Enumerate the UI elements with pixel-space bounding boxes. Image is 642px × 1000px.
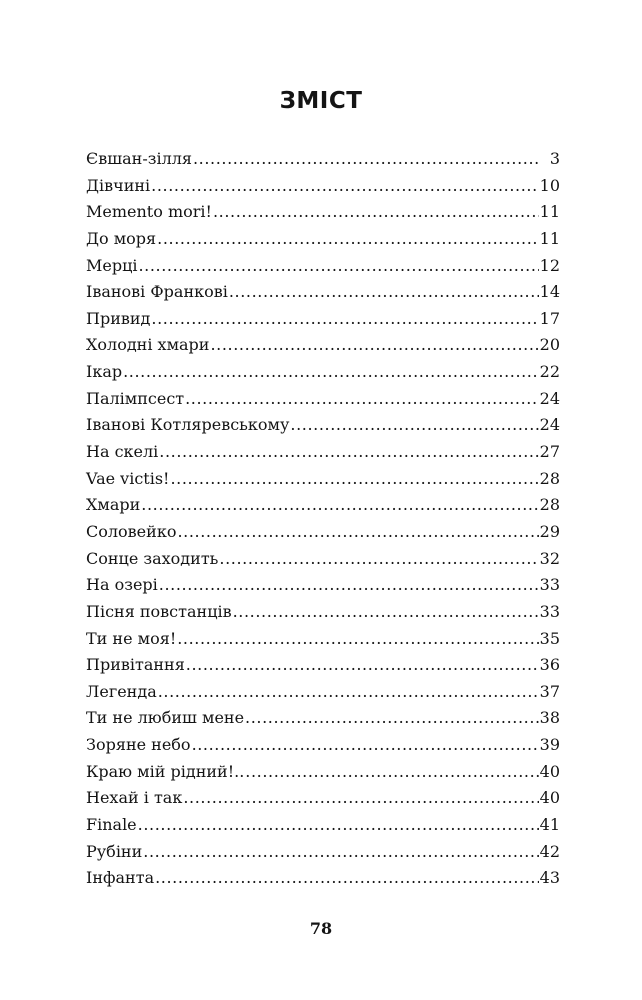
- toc-entry-title: Хмари: [86, 495, 141, 515]
- toc-entry: [86, 332, 560, 359]
- toc-entry-page: 24: [539, 388, 560, 408]
- toc-entry-title: Ти не любиш мене: [86, 708, 245, 728]
- toc-entry-title: Іванові Франкові: [86, 282, 228, 302]
- toc-entry-title: Інфанта: [86, 868, 155, 888]
- toc-entry-title: Vae victis!: [86, 468, 170, 488]
- toc-entry: [86, 253, 560, 280]
- toc-entry: [86, 546, 560, 573]
- dot-leader: [186, 652, 539, 679]
- toc-entry: [86, 785, 560, 812]
- toc-entry-page: 39: [539, 735, 560, 755]
- page-title: ЗМІСТ: [279, 88, 363, 114]
- dot-leader: [155, 865, 539, 892]
- toc-entry-page: 22: [539, 362, 560, 382]
- toc-entry-title: Нехай і так: [86, 788, 183, 808]
- toc-entry: [86, 652, 560, 679]
- toc-entry-page: 37: [539, 681, 560, 701]
- toc-entry-title: На скелі: [86, 442, 159, 462]
- dot-leader: [151, 173, 538, 200]
- toc-entry-title: До моря: [86, 228, 157, 248]
- dot-leader: [245, 705, 539, 732]
- toc-entry: [86, 386, 560, 413]
- toc-entry-title: Легенда: [86, 681, 157, 701]
- toc-entry-page: 28: [539, 468, 560, 488]
- toc-entry: [86, 519, 560, 546]
- dot-leader: [141, 492, 538, 519]
- toc-entry-title: Finale: [86, 815, 137, 835]
- toc-entry-page: 35: [539, 628, 560, 648]
- toc-entry-title: Холодні хмари: [86, 335, 210, 355]
- toc-entry: [86, 359, 560, 386]
- toc-entry-title: Краю мій рідний!..: [86, 761, 245, 781]
- toc-entry-page: 42: [539, 841, 560, 861]
- toc-entry: [86, 679, 560, 706]
- toc-entry: [86, 412, 560, 439]
- toc-entry-title: Палімпсест: [86, 388, 185, 408]
- toc-entry-title: Соловейко: [86, 521, 177, 541]
- toc-entry-page: 20: [539, 335, 560, 355]
- toc-entry-page: 32: [539, 548, 560, 568]
- toc-entry-page: 41: [539, 815, 560, 835]
- toc-entry-page: 40: [539, 761, 560, 781]
- dot-leader: [210, 332, 538, 359]
- dot-leader: [159, 572, 539, 599]
- toc-entry-title: Memento mori!: [86, 202, 212, 222]
- toc-entry: [86, 599, 560, 626]
- dot-leader: [157, 226, 539, 253]
- toc-entry-page: 11: [539, 228, 560, 248]
- toc-entry: [86, 306, 560, 333]
- dot-leader: [245, 759, 538, 786]
- table-of-contents: [86, 146, 560, 892]
- toc-entry: [86, 439, 560, 466]
- dot-leader: [219, 546, 538, 573]
- toc-entry-title: Привітання: [86, 655, 185, 675]
- dot-leader: [158, 679, 539, 706]
- toc-entry-title: Іванові Котляревському: [86, 415, 290, 435]
- toc-entry-title: Рубіни: [86, 841, 143, 861]
- toc-entry-page: 29: [539, 521, 560, 541]
- dot-leader: [170, 466, 538, 493]
- dot-leader: [192, 732, 539, 759]
- dot-leader: [177, 519, 538, 546]
- dot-leader: [159, 439, 538, 466]
- dot-leader: [290, 412, 538, 439]
- toc-entry-page: 33: [539, 601, 560, 621]
- toc-entry-page: 24: [539, 415, 560, 435]
- toc-entry-page: 38: [539, 708, 560, 728]
- dot-leader: [151, 306, 538, 333]
- toc-entry-title: На озері: [86, 575, 158, 595]
- toc-entry: [86, 839, 560, 866]
- toc-entry: [86, 759, 560, 786]
- toc-entry: [86, 626, 560, 653]
- dot-leader: [123, 359, 539, 386]
- toc-entry-page: 28: [539, 495, 560, 515]
- toc-entry: [86, 226, 560, 253]
- toc-entry-page: 17: [539, 308, 560, 328]
- toc-entry-page: 3: [549, 149, 560, 168]
- toc-entry-title: Привид: [86, 308, 151, 328]
- dot-leader: [185, 386, 539, 413]
- toc-entry: [86, 865, 560, 892]
- dot-leader: [177, 626, 538, 653]
- toc-entry: [86, 173, 560, 200]
- page-number: 78: [309, 919, 333, 938]
- dot-leader: [193, 146, 539, 173]
- toc-entry-page: 11: [539, 202, 560, 222]
- toc-entry-page: 14: [539, 282, 560, 302]
- toc-entry-title: Зоряне небо: [86, 735, 191, 755]
- toc-entry: [86, 812, 560, 839]
- toc-entry: [86, 279, 560, 306]
- toc-entry-title: Ти не моя!: [86, 628, 177, 648]
- toc-entry-page: 12: [539, 255, 560, 275]
- dot-leader: [138, 812, 539, 839]
- toc-entry-page: 40: [539, 788, 560, 808]
- toc-entry: [86, 199, 560, 226]
- toc-entry: [86, 705, 560, 732]
- dot-leader: [229, 279, 539, 306]
- dot-leader: [139, 253, 539, 280]
- dot-leader: [213, 199, 539, 226]
- dot-leader: [183, 785, 538, 812]
- toc-entry-title: Сонце заходить: [86, 548, 219, 568]
- toc-entry-page: 36: [539, 655, 560, 675]
- toc-entry-page: 10: [539, 175, 560, 195]
- toc-entry: [86, 492, 560, 519]
- toc-entry-title: Пісня повстанців: [86, 601, 232, 621]
- toc-entry-page: 33: [539, 575, 560, 595]
- dot-leader: [233, 599, 539, 626]
- toc-entry-title: Мерці: [86, 255, 138, 275]
- dot-leader: [143, 839, 538, 866]
- toc-entry-page: 27: [539, 442, 560, 462]
- toc-entry: [86, 732, 560, 759]
- toc-entry-title: Дівчині: [86, 175, 151, 195]
- toc-entry-page: 43: [539, 868, 560, 888]
- toc-entry-title: Ікар: [86, 362, 123, 382]
- toc-entry: [86, 146, 560, 173]
- toc-entry-title: Євшан-зілля: [86, 149, 192, 168]
- toc-entry: [86, 466, 560, 493]
- toc-entry: [86, 572, 560, 599]
